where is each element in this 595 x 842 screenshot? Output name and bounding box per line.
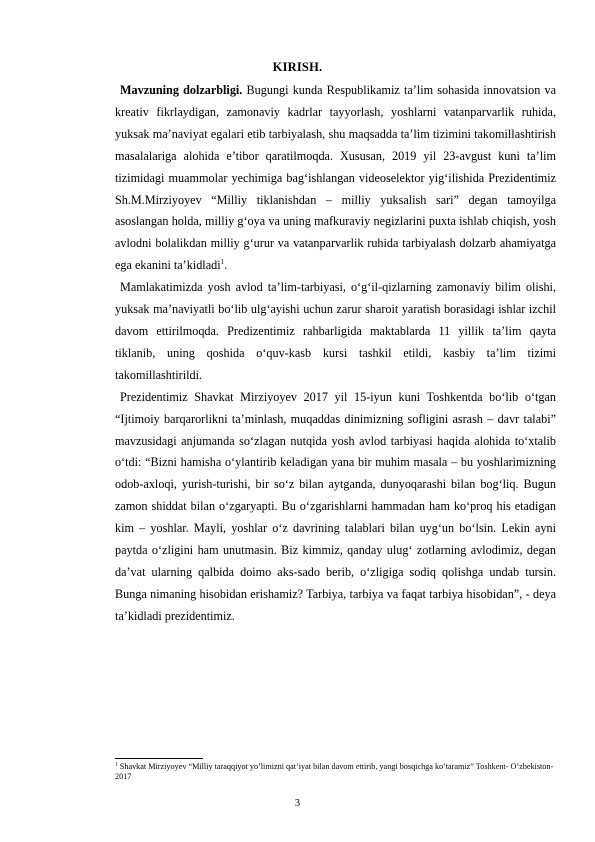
- paragraph-speech: [115, 387, 556, 628]
- paragraph-text: Mamlakatimizda yosh avlod ta’lim-tarbiyasi, o‘g‘il-qizlarning zamonaviy bilim olishi, yuksak ma’naviyatli bo‘lib ulg‘ayishi uchun zarur sharoit yaratish borasidagi ishlar izchil davom ettirilmoqda. Predizentimiz rahbarligida maktablarda 11 yillik ta’lim qayta tiklanib, uning qoshida o‘quv-kasb kursi tashkil etildi, kasbiy ta’lim tizimi takomillashtirildi.: [115, 280, 556, 382]
- paragraph-text: Prezidentimiz Shavkat Mirziyoyev 2017 yil 15-iyun kuni Toshkentda bo‘lib o‘tgan “Ijtimoiy barqarorlikni ta’minlash, muqaddas dinimizning sofligini asrash – davr talabi” mavzusidagi anjumanda so‘zlagan nutqida yosh avlod tarbiyasi haqida alohida to‘xtalib o‘tdi: “Bizni hamisha o‘ylantirib keladigan yana bir muhim masala – bu yoshlarimizning odob-axloqi, yurish-turishi, bir so‘z bilan aytganda, dunyoqarashi bilan bog‘liq. Bugun zamon shiddat bilan o‘zgaryapti. Bu o‘zgarishlarni hammadan ham ko‘proq his etadigan kim – yoshlar. Mayli, yoshlar o‘z davrining talablari bilan uyg‘un bo‘lsin. Lekin ayni paytda o‘zligini ham unutmasin. Biz kimmiz, qanday ulug‘ zotlarning avlodimiz, degan da’vat ularning qalbida doimo aks-sado berib, o‘zligiga sodiq qolishga undab tursin. Bunga nimaning hisobidan erishamiz? Tarbiya, tarbiya va faqat tarbiya hisobidan”, - deya ta’kidladi prezidentimiz.: [115, 389, 556, 623]
- paragraph-relevance: [115, 80, 556, 277]
- footnote-mark: 1: [115, 761, 118, 768]
- footnote-reference: 1: [220, 258, 225, 267]
- footnote-text: Shavkat Mirziyoyev “Milliy taraqqiyot yo’limizni qat’iyat bilan davom ettirib, yangi bosqichga ko’taramiz” Toshkent- O’zbekiston- 2017: [115, 762, 554, 781]
- footnote-divider: [115, 758, 203, 759]
- body-text: [115, 80, 556, 628]
- footnote: [115, 762, 556, 782]
- page-number: 3: [294, 798, 301, 809]
- paragraph-text: Bugungi kunda Respublikamiz ta’lim sohasida innovatsion va kreativ fikrlaydigan, zamonaviy kadrlar tayyorlash, yoshlarni vatanparvarlik ruhida, yuksak ma’naviyat egalari etib tarbiyalash, shu maqsadda ta’lim tizimini takomillashtirish masalalariga alohida e’tibor qaratilmoqda. Xususan, 2019 yil 23-avgust kuni ta’lim tizimidagi muammolar yechimiga bag‘ishlangan videoselektor yig‘ilishida Prezidentimiz Sh.M.Mirziyoyev “Milliy tiklanishdan – milliy yuksalish sari” degan tamoyilga asoslangan holda, milliy g‘oya va uning mafkuraviy negizlarini puxta ishlab chiqish, yosh avlodni bolalikdan milliy g‘urur va vatanparvarlik ruhida tarbiyalash dolzarb ahamiyatga ega ekanini ta’kidladi: [115, 83, 556, 273]
- paragraph-tail: .: [224, 258, 228, 273]
- paragraph-education: [115, 277, 556, 387]
- section-title: KIRISH.: [272, 60, 323, 74]
- relevance-heading: Mavzuning dolzarbligi.: [120, 83, 243, 97]
